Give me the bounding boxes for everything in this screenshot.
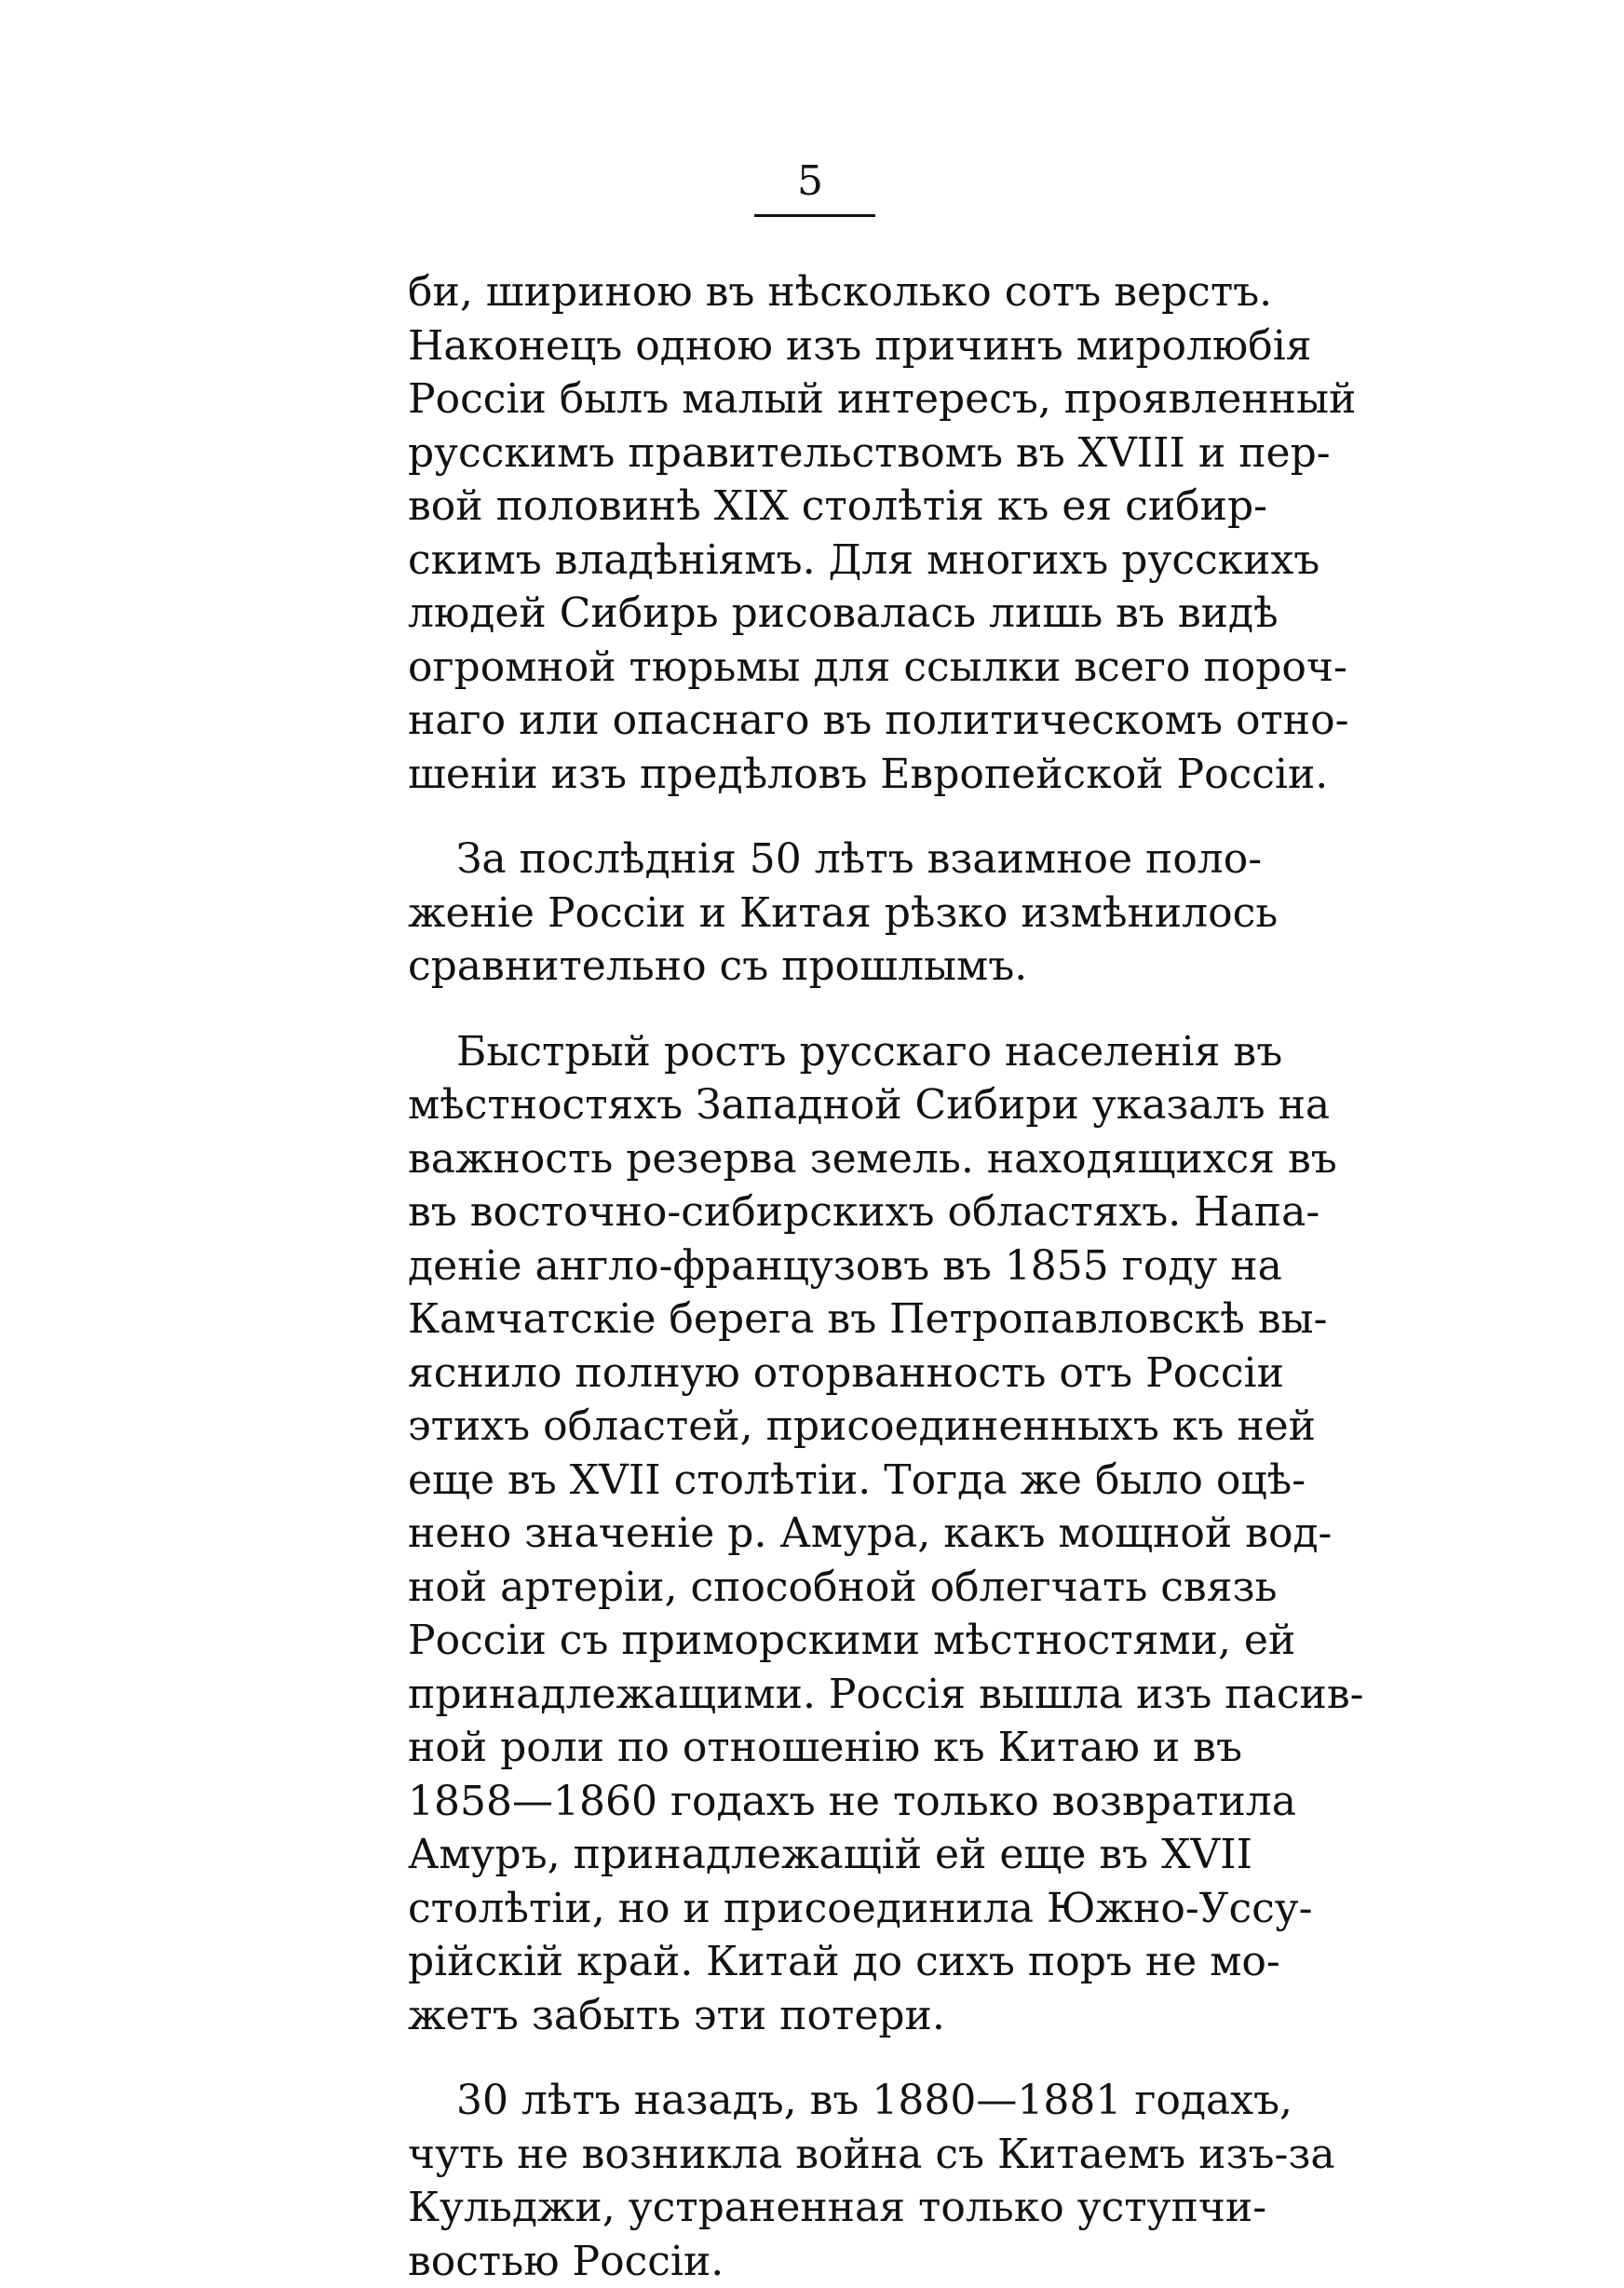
paragraph-gap: [408, 801, 1227, 833]
text-line: вой половинѣ XIX столѣтія къ ея сибир-: [408, 480, 1227, 534]
page-number-rule: [754, 214, 875, 217]
paragraph-4: [408, 2074, 1227, 2288]
text-line: жетъ забыть эти потери.: [408, 1989, 1227, 2043]
text-line: 1858—1860 годахъ не только возвратила: [408, 1775, 1227, 1829]
text-line: яснило полную оторванность отъ Россіи: [408, 1347, 1227, 1401]
text-line: принадлежащими. Россія вышла изъ пасив-: [408, 1668, 1227, 1722]
text-line: Быстрый ростъ русскаго населенія въ: [408, 1025, 1227, 1079]
text-line: Амуръ, принадлежащій ей еще въ XVII: [408, 1828, 1227, 1882]
text-line: людей Сибирь рисовалась лишь въ видѣ: [408, 587, 1227, 641]
text-line: шеніи изъ предѣловъ Европейской Россіи.: [408, 748, 1227, 802]
text-line: этихъ областей, присоединенныхъ къ ней: [408, 1400, 1227, 1454]
text-line: ной артеріи, способной облегчать связь: [408, 1561, 1227, 1615]
text-line: нено значеніе р. Амура, какъ мощной вод-: [408, 1507, 1227, 1561]
paragraph-gap: [408, 994, 1227, 1025]
text-line: Россіи съ приморскими мѣстностями, ей: [408, 1614, 1227, 1668]
text-line: важность резерва земель. находящихся въ: [408, 1132, 1227, 1186]
text-line: ной роли по отношенію къ Китаю и въ: [408, 1721, 1227, 1775]
text-line: Наконецъ одною изъ причинъ миролюбія: [408, 319, 1227, 373]
text-line: сравнительно съ прошлымъ.: [408, 940, 1227, 994]
paragraph-3: [408, 1025, 1227, 2043]
text-line: мѣстностяхъ Западной Сибири указалъ на: [408, 1078, 1227, 1132]
text-line: Россіи былъ малый интересъ, проявленный: [408, 372, 1227, 426]
text-line: скимъ владѣніямъ. Для многихъ русскихъ: [408, 534, 1227, 588]
text-line: востью Россіи.: [408, 2235, 1227, 2288]
text-line: столѣтіи, но и присоединила Южно-Уссу-: [408, 1882, 1227, 1936]
text-line: женіе Россіи и Китая рѣзко измѣнилось: [408, 887, 1227, 941]
text-line: 30 лѣтъ назадъ, въ 1880—1881 годахъ,: [408, 2074, 1227, 2128]
paragraph-gap: [408, 2042, 1227, 2074]
text-line: огромной тюрьмы для ссылки всего пороч-: [408, 641, 1227, 695]
text-line: би, шириною въ нѣсколько сотъ верстъ.: [408, 265, 1227, 319]
text-line: За послѣднія 50 лѣтъ взаимное поло-: [408, 833, 1227, 887]
text-line: Камчатскіе берега въ Петропавловскѣ вы-: [408, 1293, 1227, 1347]
text-line: еще въ XVII столѣтіи. Тогда же было оцѣ-: [408, 1454, 1227, 1508]
text-line: рійскій край. Китай до сихъ поръ не мо-: [408, 1935, 1227, 1989]
page-number: 5: [750, 158, 871, 205]
text-line: русскимъ правительствомъ въ XVIII и пер-: [408, 426, 1227, 481]
text-line: деніе англо-французовъ въ 1855 году на: [408, 1239, 1227, 1293]
text-line: въ восточно-сибирскихъ областяхъ. Напа-: [408, 1185, 1227, 1239]
body-text: [408, 265, 1227, 2288]
text-line: Кульджи, устраненная только уступчи-: [408, 2181, 1227, 2235]
text-line: наго или опаснаго въ политическомъ отно-: [408, 694, 1227, 748]
paragraph-2: [408, 833, 1227, 994]
paragraph-1: [408, 265, 1227, 801]
text-line: чуть не возникла война съ Китаемъ изъ-за: [408, 2128, 1227, 2182]
